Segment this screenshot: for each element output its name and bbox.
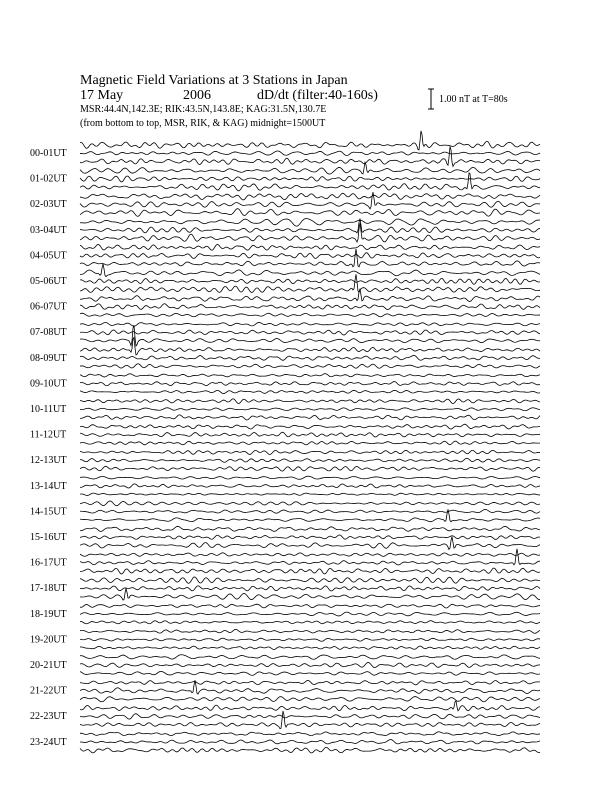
trace-msr [80, 747, 540, 753]
trace-msr [80, 493, 540, 495]
trace-rik [80, 740, 540, 744]
trace-kag [80, 193, 540, 200]
trace-kag [80, 244, 540, 250]
hour-label: 11-12UT [30, 429, 67, 441]
trace-kag [80, 501, 540, 506]
hour-label: 04-05UT [30, 250, 67, 262]
trace-rik [80, 662, 540, 667]
trace-kag [80, 655, 540, 660]
hour-label: 09-10UT [30, 378, 67, 390]
date-label: 17 May [80, 88, 124, 103]
trace-msr [80, 466, 540, 471]
scale-label: 1.00 nT at T=80s [439, 94, 508, 105]
hour-label: 10-11UT [30, 404, 67, 415]
hour-label: 23-24UT [30, 736, 67, 748]
trace-kag [80, 701, 540, 711]
hour-label: 03-04UT [30, 224, 67, 236]
trace-msr [80, 209, 540, 217]
hour-label: 22-23UT [30, 711, 67, 723]
trace-msr [80, 274, 540, 292]
hour-label: 08-09UT [30, 352, 67, 364]
trace-kag [80, 604, 540, 608]
trace-rik [80, 304, 540, 310]
hour-label: 21-22UT [30, 685, 67, 697]
trace-kag [80, 399, 540, 404]
trace-rik [80, 432, 540, 437]
hour-label: 13-14UT [30, 480, 67, 492]
chart-title: Magnetic Field Variations at 3 Stations in Japan [80, 73, 348, 88]
hour-label: 19-20UT [30, 634, 67, 646]
trace-kag [80, 289, 540, 302]
hour-label: 17-18UT [30, 583, 67, 595]
trace-rik [80, 714, 540, 719]
trace-kag [80, 553, 540, 557]
trace-kag [80, 577, 540, 583]
trace-rik [80, 278, 540, 284]
hour-label: 12-13UT [30, 455, 67, 467]
trace-rik [80, 219, 540, 233]
hour-label: 00-01UT [30, 148, 67, 159]
trace-kag [80, 732, 540, 736]
trace-kag [80, 162, 540, 174]
trace-msr [80, 441, 540, 445]
trace-rik [80, 586, 540, 591]
trace-msr [80, 537, 540, 550]
trace-rik [80, 509, 540, 513]
trace-msr [80, 568, 540, 574]
trace-rik [80, 458, 540, 462]
trace-msr [80, 415, 540, 420]
hour-label: 16-17UT [30, 557, 67, 569]
trace-kag [80, 680, 540, 684]
filter-label: dD/dt (filter:40-160s) [257, 88, 378, 103]
trace-msr [80, 621, 540, 624]
trace-msr [80, 223, 540, 242]
trace-msr [80, 671, 540, 675]
trace-kag [80, 219, 540, 227]
trace-kag [80, 374, 540, 377]
trace-kag [80, 424, 540, 429]
trace-rik [80, 253, 540, 259]
trace-msr [80, 711, 540, 729]
hour-label: 20-21UT [30, 660, 67, 671]
trace-kag [80, 264, 540, 277]
trace-msr [80, 325, 540, 346]
year-label: 2006 [183, 88, 211, 103]
trace-rik [80, 484, 540, 488]
trace-msr [80, 173, 540, 191]
hour-label: 18-19UT [30, 608, 67, 620]
trace-kag [80, 322, 540, 326]
hour-label: 07-08UT [30, 327, 67, 339]
trace-rik [80, 382, 540, 386]
trace-rik [80, 612, 540, 616]
hour-label: 15-16UT [30, 532, 67, 543]
trace-rik [80, 151, 540, 156]
trace-rik [80, 355, 540, 360]
hour-label: 01-02UT [30, 173, 67, 185]
stations-label: MSR:44.4N,142.3E; RIK:43.5N,143.8E; KAG:31.5N,130.7E [80, 104, 327, 115]
trace-kag [80, 450, 540, 454]
trace-kag [80, 338, 540, 355]
trace-msr [80, 697, 540, 702]
hour-label: 02-03UT [30, 199, 67, 211]
trace-msr [80, 146, 540, 166]
trace-rik [80, 638, 540, 641]
hour-label: 06-07UT [30, 301, 67, 313]
trace-msr [80, 364, 540, 368]
trace-msr [80, 313, 540, 317]
trace-kag [80, 526, 540, 531]
trace-rik [80, 330, 540, 335]
trace-kag [80, 629, 540, 633]
trace-kag [80, 476, 540, 479]
trace-rik [80, 549, 540, 565]
station-order-note: (from bottom to top, MSR, RIK, & KAG) midnight=1500UT [80, 118, 326, 129]
trace-msr [80, 509, 540, 521]
trace-rik [80, 680, 540, 694]
hour-label: 05-06UT [30, 276, 67, 287]
hour-label: 14-15UT [30, 506, 67, 518]
trace-msr [80, 588, 540, 600]
trace-msr [80, 249, 540, 267]
trace-msr [80, 390, 540, 393]
trace-kag [80, 131, 540, 150]
trace-rik [80, 535, 540, 539]
trace-rik [80, 408, 540, 411]
trace-msr [80, 646, 540, 649]
